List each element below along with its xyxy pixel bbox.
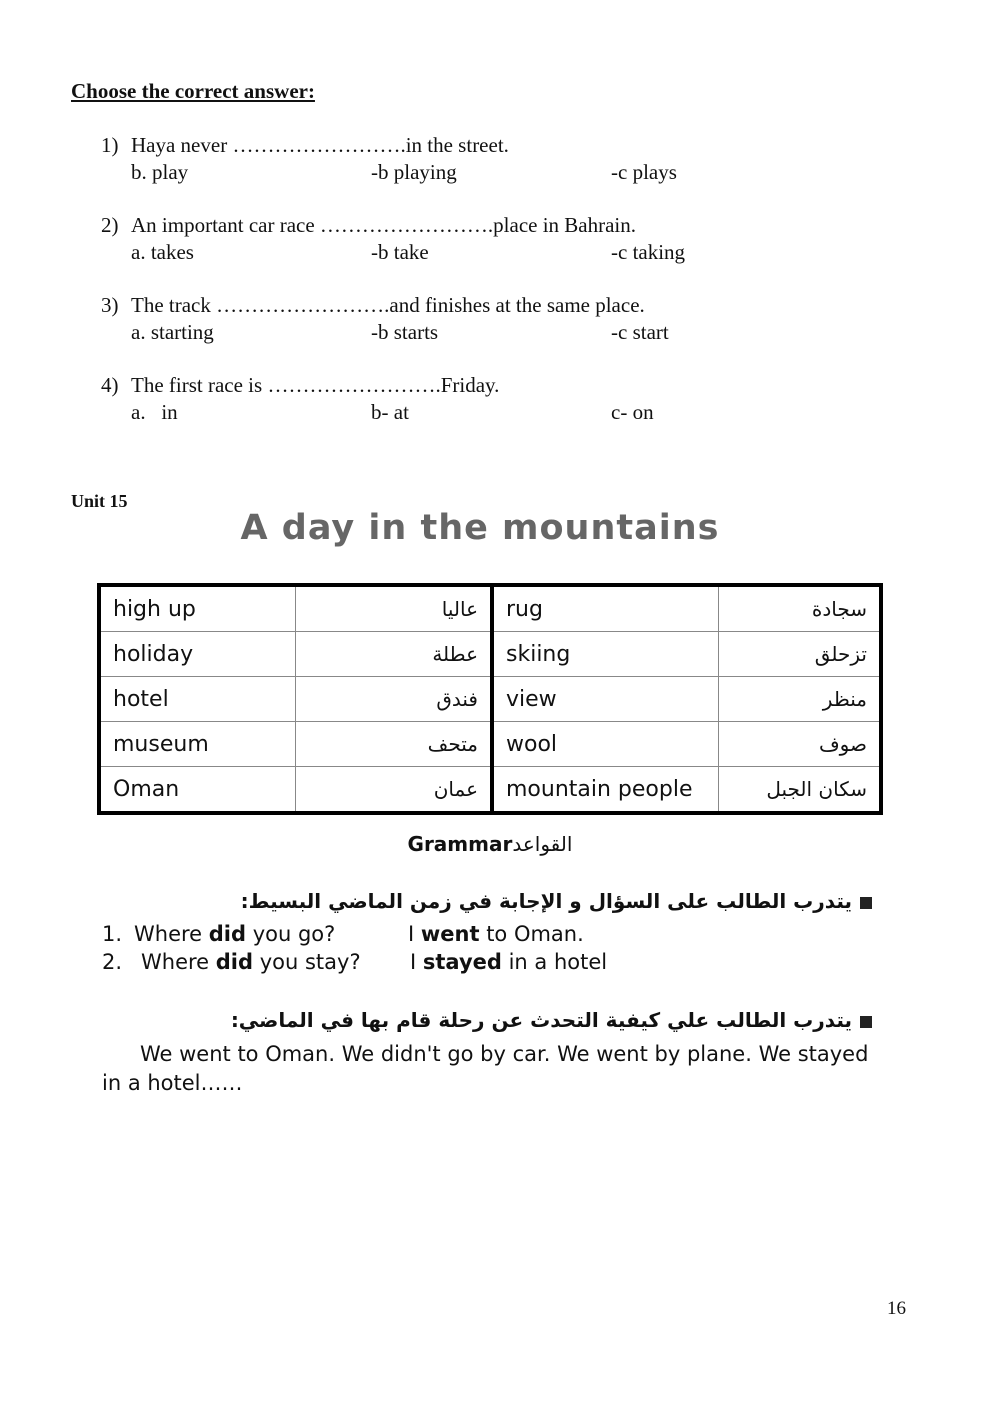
question-number: 2) xyxy=(101,213,119,237)
vocab-arabic: منظر xyxy=(719,677,882,722)
option-b: -b take xyxy=(371,240,429,264)
example-paragraph: We went to Oman. We didn't go by car. We went by plane. We stayed in a hotel…… xyxy=(102,1042,869,1095)
example-2 xyxy=(102,950,122,974)
square-bullet-icon xyxy=(860,1016,872,1028)
example-number: 1. xyxy=(102,922,123,946)
vocab-arabic: متحف xyxy=(296,722,493,767)
option-a: a. in xyxy=(131,400,178,424)
vocab-english: rug xyxy=(492,585,719,632)
grammar-title-arabic: القواعد xyxy=(512,832,573,856)
vocab-english: Oman xyxy=(99,767,296,814)
question-text: An important car race …………………….place in Bahrain. xyxy=(131,213,637,237)
table-row xyxy=(99,585,881,632)
example-answer: I stayed in a hotel xyxy=(410,950,608,974)
table-row xyxy=(99,767,881,814)
option-b: -b starts xyxy=(371,320,439,344)
vocab-english: museum xyxy=(99,722,296,767)
option-c: -c plays xyxy=(611,160,677,184)
vocab-arabic: فندق xyxy=(296,677,493,722)
question-number: 3) xyxy=(101,293,119,317)
table-row xyxy=(99,632,881,677)
bullet-text: يتدرب الطالب علي كيفية التحدث عن رحلة قام بها في الماضي: xyxy=(230,1008,852,1032)
vocab-arabic: سجادة xyxy=(719,585,882,632)
vocabulary-table xyxy=(97,583,883,815)
example-1 xyxy=(102,922,122,946)
vocab-english: holiday xyxy=(99,632,296,677)
table-row xyxy=(99,722,881,767)
question-text: The track …………………….and finishes at the same place. xyxy=(131,293,645,317)
option-b: b- at xyxy=(371,400,409,424)
vocab-english: hotel xyxy=(99,677,296,722)
vocab-arabic: عطلة xyxy=(296,632,493,677)
question-text: The first race is …………………….Friday. xyxy=(131,373,500,397)
page-number: 16 xyxy=(887,1298,906,1319)
vocab-english: wool xyxy=(492,722,719,767)
square-bullet-icon xyxy=(860,897,872,909)
option-a: b. play xyxy=(131,160,189,184)
bullet-text: يتدرب الطالب على السؤال و الإجابة في زمن الماضي البسيط: xyxy=(240,889,852,913)
option-c: -c start xyxy=(611,320,669,344)
grammar-bullet-1 xyxy=(241,889,872,913)
vocab-english: skiing xyxy=(492,632,719,677)
question-number: 4) xyxy=(101,373,119,397)
vocab-arabic: صوف xyxy=(719,722,882,767)
vocab-english: view xyxy=(492,677,719,722)
unit-label: Unit 15 xyxy=(71,491,128,511)
option-c: c- on xyxy=(611,400,654,424)
unit-title: A day in the mountains xyxy=(240,508,720,548)
grammar-title xyxy=(0,832,980,856)
vocab-arabic: سكان الجبل xyxy=(719,767,882,814)
option-a: a. starting xyxy=(131,320,214,344)
grammar-bullet-2 xyxy=(231,1008,872,1032)
option-b: -b playing xyxy=(371,160,457,184)
option-a: a. takes xyxy=(131,240,194,264)
grammar-title-english: Grammar xyxy=(407,832,513,856)
question-text: Haya never …………………….in the street. xyxy=(131,133,509,157)
exercise-heading: Choose the correct answer: xyxy=(71,79,315,103)
vocab-english: mountain people xyxy=(492,767,719,814)
example-question: Where did you go? xyxy=(134,922,336,946)
example-answer: I went to Oman. xyxy=(408,922,584,946)
example-number: 2. xyxy=(102,950,123,974)
example-question: Where did you stay? xyxy=(141,950,361,974)
vocab-english: high up xyxy=(99,585,296,632)
vocab-arabic: عاليا xyxy=(296,585,493,632)
vocab-arabic: تزحلق xyxy=(719,632,882,677)
table-row xyxy=(99,677,881,722)
option-c: -c taking xyxy=(611,240,686,264)
question-number: 1) xyxy=(101,133,119,157)
vocab-arabic: عمان xyxy=(296,767,493,814)
